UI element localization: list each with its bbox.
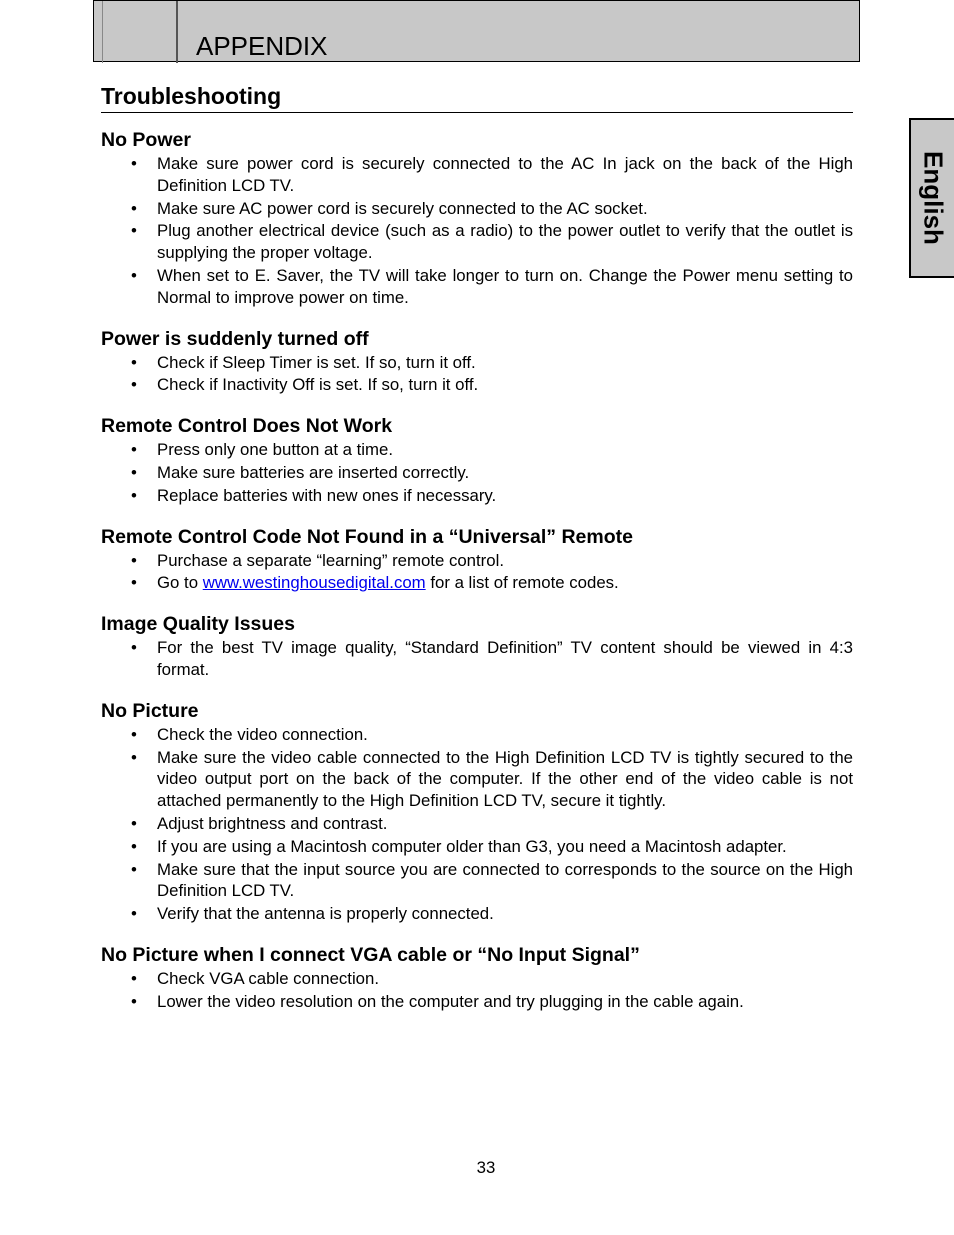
section-heading: Image Quality Issues: [101, 613, 296, 636]
section-no-input-signal: [101, 943, 853, 1013]
bullet-list: [101, 439, 853, 506]
bullet-list: [101, 153, 853, 309]
bullet-list: [101, 550, 853, 595]
list-item: • Check VGA cable connection.: [131, 968, 380, 988]
list-item: • Check if Sleep Timer is set. If so, turn it off.: [131, 352, 476, 372]
list-item: • Replace batteries with new ones if necessary.: [131, 485, 497, 505]
list-item: • Adjust brightness and contrast.: [131, 813, 388, 833]
language-side-tab: [909, 118, 954, 278]
bullet: •: [131, 462, 137, 482]
website-link[interactable]: www.westinghousedigital.com: [202, 573, 426, 593]
list-item: • Check the video connection.: [131, 724, 368, 744]
header-tab-block: [102, 1, 178, 63]
language-label: English: [918, 151, 948, 245]
section-heading: No Picture: [101, 699, 199, 722]
section-heading: Remote Control Code Not Found in a “Universal” Remote: [101, 525, 633, 548]
section-heading: Power is suddenly turned off: [101, 327, 369, 350]
bullet: •: [131, 904, 137, 924]
list-item: • Press only one button at a time.: [131, 440, 394, 460]
section-no-power: [101, 128, 853, 309]
bullet: •: [131, 573, 137, 593]
section-image-quality: [101, 612, 853, 681]
bullet: •: [131, 550, 137, 570]
list-item: • For the best TV image quality, “Standard Definition” TV content should be viewed in 4:3 format.: [131, 638, 853, 679]
bullet: •: [131, 724, 137, 744]
header-bar: [93, 0, 860, 62]
list-item: • Make sure AC power cord is securely connected to the AC socket.: [131, 198, 648, 218]
list-item: • Make sure that the input source you are connected to corresponds to the source on the High Definition LCD TV.: [131, 859, 853, 901]
bullet: •: [131, 813, 137, 833]
list-item: • Make sure power cord is securely connected to the AC In jack on the back of the High Definition LCD TV.: [131, 154, 853, 195]
bullet-list: [101, 637, 853, 681]
list-item: • Make sure the video cable connected to the High Definition LCD TV is tightly secured to the video output port on the back of the computer. If the other end of the video cable is not attached permanently to the High Definition LCD TV, secure it tightly.: [131, 747, 853, 811]
bullet: •: [131, 747, 137, 767]
bullet: •: [131, 440, 137, 460]
section-universal-remote: [101, 525, 853, 595]
page-title: Troubleshooting: [101, 82, 853, 113]
section-remote-not-work: [101, 414, 853, 506]
section-no-picture: [101, 699, 853, 925]
bullet: •: [131, 375, 137, 395]
bullet-list: [101, 724, 853, 925]
bullet: •: [131, 859, 137, 879]
section-heading: No Picture when I connect VGA cable or “No Input Signal”: [101, 943, 640, 966]
list-item: • Plug another electrical device (such as a radio) to the power outlet to verify that the outlet is supplying the proper voltage.: [131, 221, 853, 263]
list-item: • Lower the video resolution on the computer and try plugging in the cable again.: [131, 991, 744, 1011]
section-power-turned-off: [101, 327, 853, 397]
troubleshooting-content: [101, 128, 853, 1031]
bullet: •: [131, 485, 137, 505]
bullet: •: [131, 991, 137, 1011]
list-item: • Check if Inactivity Off is set. If so, turn it off.: [131, 375, 479, 395]
list-item: • Go to www.westinghousedigital.com for a list of remote codes.: [131, 573, 619, 593]
list-item: • Purchase a separate “learning” remote control.: [131, 550, 504, 570]
bullet: •: [131, 352, 137, 372]
header-title: APPENDIX: [196, 31, 328, 61]
bullet: •: [131, 154, 137, 173]
bullet-list: [101, 968, 853, 1013]
list-item: • Verify that the antenna is properly connected.: [131, 904, 494, 924]
section-heading: Remote Control Does Not Work: [101, 415, 393, 438]
list-item: • Make sure batteries are inserted correctly.: [131, 462, 470, 482]
list-item: • If you are using a Macintosh computer older than G3, you need a Macintosh adapter.: [131, 836, 787, 856]
bullet: •: [131, 198, 137, 218]
bullet: •: [131, 968, 137, 988]
page-number: 33: [476, 1158, 496, 1177]
section-heading: No Power: [101, 129, 191, 151]
bullet: •: [131, 221, 137, 241]
bullet: •: [131, 265, 137, 285]
bullet-list: [101, 352, 853, 397]
bullet: •: [131, 638, 137, 658]
list-item: • When set to E. Saver, the TV will take longer to turn on. Change the Power menu setting to Normal to improve power on time.: [131, 265, 853, 307]
bullet: •: [131, 836, 137, 856]
